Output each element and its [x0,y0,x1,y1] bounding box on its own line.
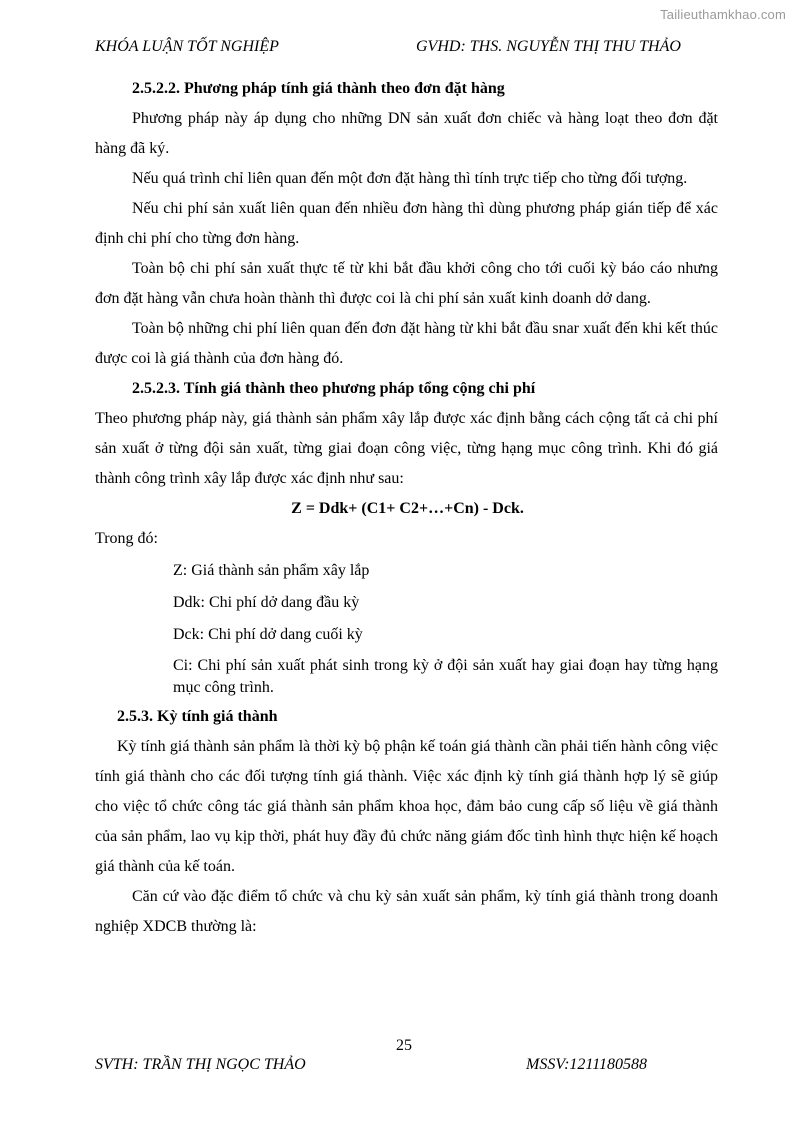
paragraph: Theo phương pháp này, giá thành sản phẩm xây lắp được xác định bằng cách cộng tất cả chi phí sản xuất ở từng đội sản xuất, từng giai đoạn công việc, từng hạng mục công trình. Khi đó giá thành công trình xây lắp được xác định như sau: [95,410,718,487]
paragraph: Căn cứ vào đặc điểm tổ chức và chu kỳ sản xuất sản phẩm, kỳ tính giá thành trong doanh nghiệp XDCB thường là: [95,888,718,935]
paragraph: Nếu chi phí sản xuất liên quan đến nhiều đơn hàng thì dùng phương pháp gián tiếp để xác định chi phí cho từng đơn hàng. [95,200,718,247]
watermark: Tailieuthamkhao.com [660,7,786,22]
footer-student-id: MSSV:1211180588 [526,1056,648,1073]
paragraph: Toàn bộ chi phí sản xuất thực tế từ khi bắt đầu khởi công cho tới cuối kỳ báo cáo nhưng đơn đặt hàng vẫn chưa hoàn thành thì được coi là chi phí sản xuất kinh doanh dở dang. [95,260,718,307]
definition-item: Z: Giá thành sản phẩm xây lắp [173,562,370,579]
where-label: Trong đó: [95,530,158,547]
heading-2522: 2.5.2.2. Phương pháp tính giá thành theo đơn đặt hàng [132,80,505,97]
paragraph: Toàn bộ những chi phí liên quan đến đơn đặt hàng từ khi bắt đầu snar xuất đến khi kết thúc được coi là giá thành của đơn hàng đó. [95,320,718,367]
heading-253: 2.5.3. Kỳ tính giá thành [117,708,278,725]
header-supervisor: GVHD: THS. NGUYỄN THỊ THU THẢO [416,38,681,55]
paragraph: Kỳ tính giá thành sản phẩm là thời kỳ bộ phận kế toán giá thành cần phải tiến hành công việc tính giá thành cho các đối tượng tính giá thành. Việc xác định kỳ tính giá thành hợp lý sẽ giúp cho việc tổ chức công tác giá thành sản phẩm khoa học, đảm bảo cung cấp số liệu về giá thành của sản phẩm, lao vụ kịp thời, phát huy đầy đủ chức năng giám đốc tình hình thực hiện kế hoạch giá thành của kế toán. [95,738,718,875]
paragraph: Nếu quá trình chỉ liên quan đến một đơn đặt hàng thì tính trực tiếp cho từng đối tượng. [132,170,688,187]
formula: Z = Ddk+ (C1+ C2+…+Cn) - Dck. [291,500,524,517]
heading-2523: 2.5.2.3. Tính giá thành theo phương pháp tổng cộng chi phí [132,380,536,397]
definition-item: Dck: Chi phí dở dang cuối kỳ [173,626,363,643]
header-thesis-title: KHÓA LUẬN TỐT NGHIỆP [95,38,279,55]
footer-student: SVTH: TRẦN THỊ NGỌC THẢO [95,1056,306,1073]
definition-item: Ddk: Chi phí dở dang đầu kỳ [173,594,360,611]
paragraph: Phương pháp này áp dụng cho những DN sản xuất đơn chiếc và hàng loạt theo đơn đặt hàng đã ký. [95,110,718,157]
page-content [95,74,718,942]
definition-item: Ci: Chi phí sản xuất phát sinh trong kỳ ở đội sản xuất hay giai đoạn hay từng hạng mục công trình. [173,657,718,696]
page-number: 25 [396,1037,412,1054]
